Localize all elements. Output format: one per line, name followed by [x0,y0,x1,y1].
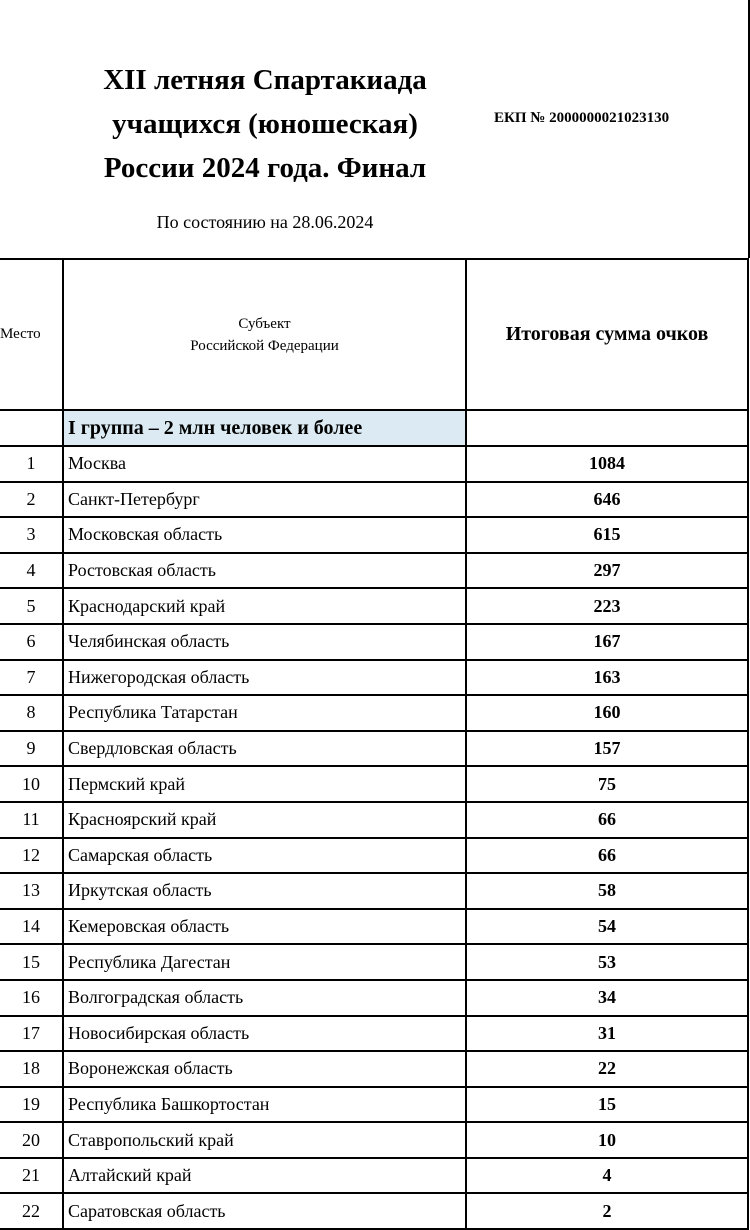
table-row [0,695,748,731]
score-cell: 163 [466,660,748,696]
place-cell: 9 [0,731,63,767]
as-of-date: По состоянию на 28.06.2024 [156,212,374,232]
table-row [0,909,748,945]
group-row [0,410,748,446]
subject-cell: Волгоградская область [63,980,466,1016]
subject-cell: Нижегородская область [63,660,466,696]
score-cell: 160 [466,695,748,731]
score-cell: 31 [466,1016,748,1052]
column-header-score: Итоговая сумма очков [466,259,748,410]
place-cell: 16 [0,980,63,1016]
place-cell: 2 [0,482,63,518]
table-row [0,1087,748,1123]
place-cell: 21 [0,1158,63,1194]
table-header-row [0,259,748,410]
score-cell: 54 [466,909,748,945]
table-row [0,1158,748,1194]
subject-cell: Республика Дагестан [63,944,466,980]
table-row [0,838,748,874]
table-row [0,482,748,518]
ekp-number: ЕКП № 2000000021023130 [494,110,670,126]
subject-cell: Московская область [63,517,466,553]
table-row [0,873,748,909]
place-cell: 15 [0,944,63,980]
title-line: учащихся (юношеская) [112,108,418,140]
subject-cell: Саратовская область [63,1193,466,1229]
table-row [0,1193,748,1229]
subject-header-line: Российской Федерации [190,337,339,354]
score-cell: 15 [466,1087,748,1123]
table-row [0,802,748,838]
place-cell: 8 [0,695,63,731]
score-cell: 4 [466,1158,748,1194]
place-cell: 3 [0,517,63,553]
place-cell: 1 [0,446,63,482]
subject-cell: Краснодарский край [63,588,466,624]
table-row [0,660,748,696]
place-cell: 5 [0,588,63,624]
title-line: России 2024 года. Финал [103,152,427,184]
table-row [0,731,748,767]
place-cell: 18 [0,1051,63,1087]
score-cell: 10 [466,1122,748,1158]
table-row [0,1051,748,1087]
score-cell: 58 [466,873,748,909]
subject-header-line: Субъект [238,315,291,332]
subject-cell: Республика Башкортостан [63,1087,466,1123]
place-cell: 14 [0,909,63,945]
subject-cell: Санкт-Петербург [63,482,466,518]
subject-cell: Иркутская область [63,873,466,909]
place-cell: 19 [0,1087,63,1123]
table-row [0,588,748,624]
column-header-place: Место [0,259,63,410]
subject-cell: Пермский край [63,766,466,802]
subject-cell: Кемеровская область [63,909,466,945]
place-cell: 4 [0,553,63,589]
place-cell: 11 [0,802,63,838]
score-cell: 157 [466,731,748,767]
subject-cell: Свердловская область [63,731,466,767]
document-header [0,0,750,258]
place-cell: 13 [0,873,63,909]
subject-cell: Самарская область [63,838,466,874]
table-row [0,980,748,1016]
group-score-cell [466,410,748,446]
score-cell: 53 [466,944,748,980]
place-cell: 10 [0,766,63,802]
subject-cell: Москва [63,446,466,482]
score-cell: 66 [466,802,748,838]
column-header-subject [63,259,466,410]
place-cell: 17 [0,1016,63,1052]
subject-cell: Ростовская область [63,553,466,589]
score-cell: 66 [466,838,748,874]
subject-cell: Новосибирская область [63,1016,466,1052]
subject-cell: Красноярский край [63,802,466,838]
table-row [0,766,748,802]
table-row [0,624,748,660]
subject-cell: Республика Татарстан [63,695,466,731]
table-row [0,446,748,482]
table-row [0,517,748,553]
score-cell: 297 [466,553,748,589]
score-cell: 75 [466,766,748,802]
subject-cell: Воронежская область [63,1051,466,1087]
score-cell: 615 [466,517,748,553]
title-line: XII летняя Спартакиада [103,64,427,96]
score-cell: 34 [466,980,748,1016]
results-table [0,258,749,1230]
score-cell: 167 [466,624,748,660]
document-title [55,58,475,190]
score-cell: 223 [466,588,748,624]
place-cell: 6 [0,624,63,660]
place-cell: 7 [0,660,63,696]
place-cell: 12 [0,838,63,874]
score-cell: 22 [466,1051,748,1087]
table-row [0,1122,748,1158]
subject-cell: Ставропольский край [63,1122,466,1158]
score-cell: 646 [466,482,748,518]
table-row [0,553,748,589]
score-cell: 1084 [466,446,748,482]
group-place-cell [0,410,63,446]
subject-cell: Алтайский край [63,1158,466,1194]
table-row [0,944,748,980]
table-row [0,1016,748,1052]
group-label: I группа – 2 млн человек и более [63,410,466,446]
subject-cell: Челябинская область [63,624,466,660]
place-cell: 22 [0,1193,63,1229]
score-cell: 2 [466,1193,748,1229]
place-cell: 20 [0,1122,63,1158]
